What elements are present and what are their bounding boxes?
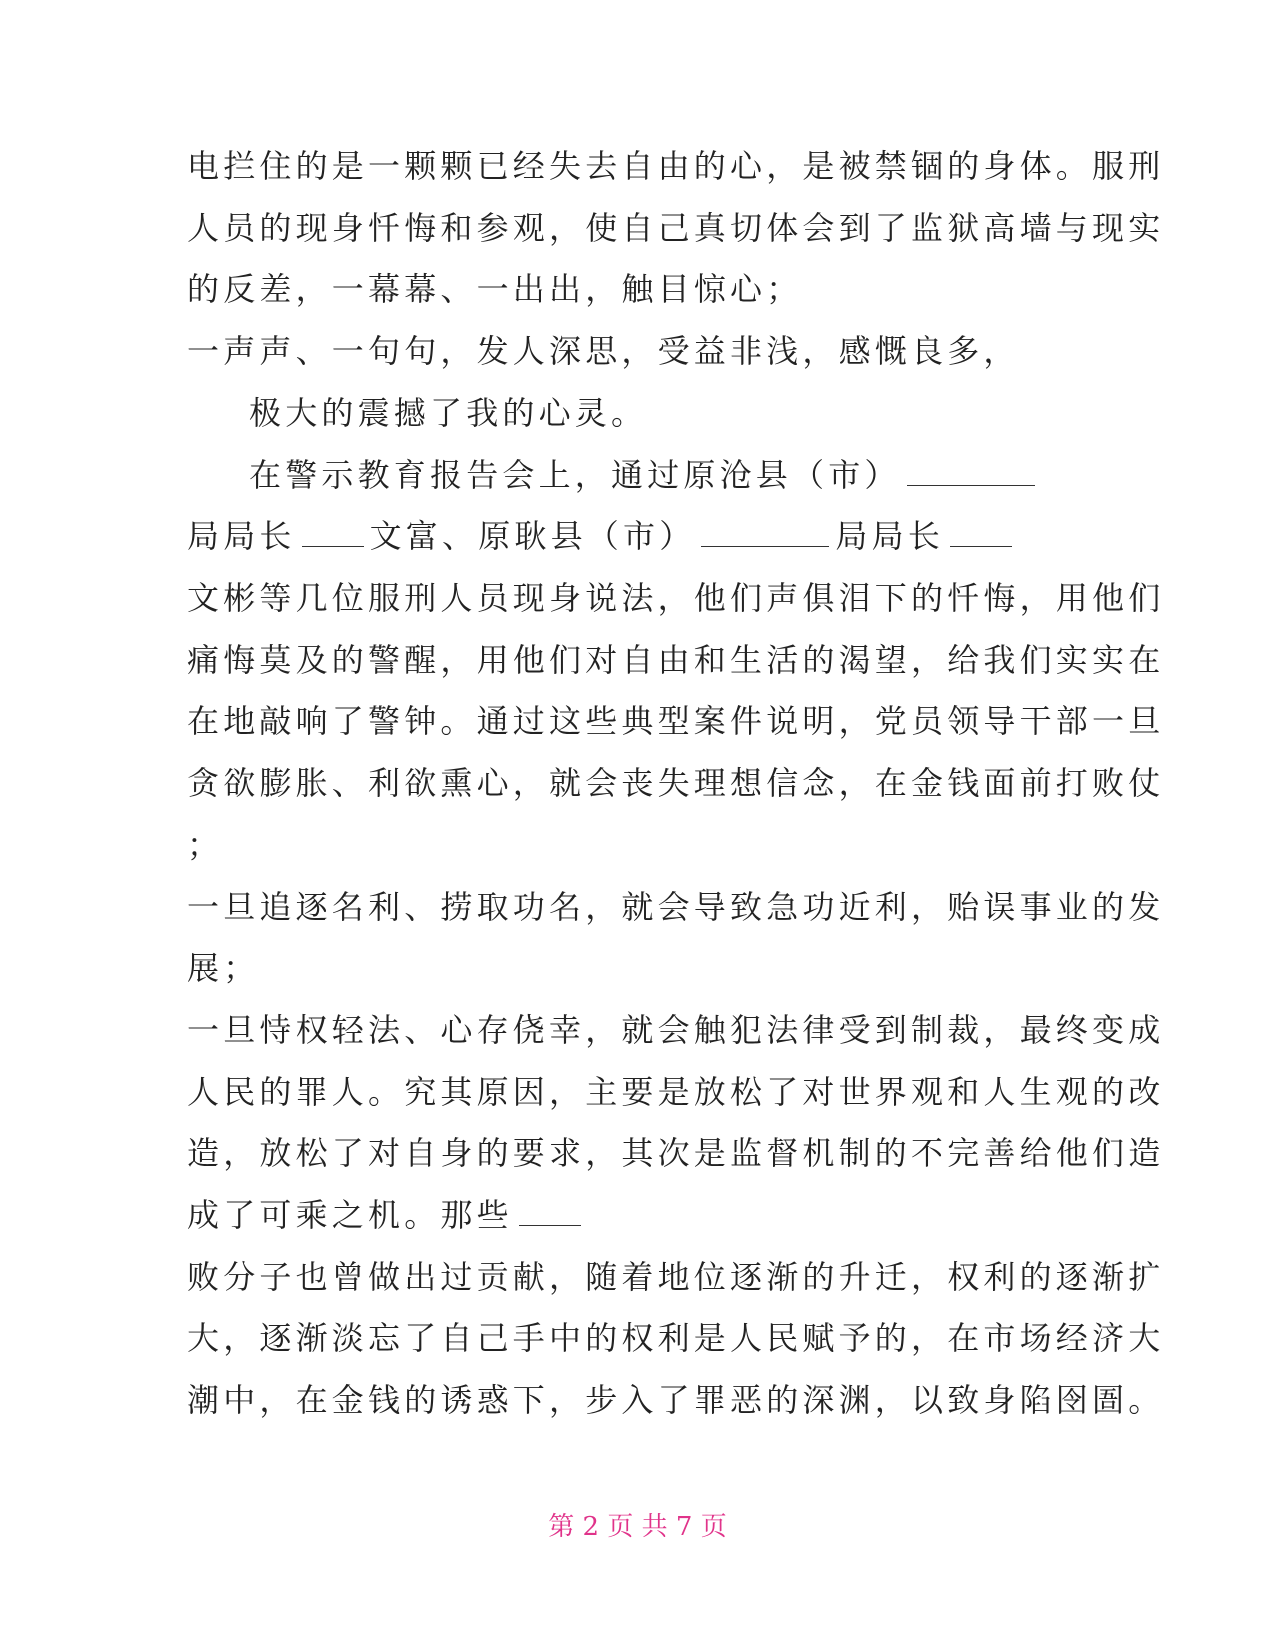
- text-segment: 成了可乘之机。那些: [187, 1196, 513, 1234]
- text-line: 大，逐渐淡忘了自己手中的权利是人民赋予的，在市场经济大: [187, 1319, 1165, 1357]
- text-line: 一声声、一句句，发人深思，受益非浅，感慨良多，: [187, 332, 1020, 370]
- text-line: 痛悔莫及的警醒，用他们对自由和生活的渴望，给我们实实在: [187, 641, 1165, 679]
- text-line: 极大的震撼了我的心灵。: [249, 394, 648, 432]
- text-line: 贪欲膨胀、利欲熏心，就会丧失理想信念，在金钱面前打败仗: [187, 764, 1165, 802]
- text-line: 败分子也曾做出过贡献，随着地位逐渐的升迁，权利的逐渐扩: [187, 1258, 1165, 1296]
- text-line: [187, 1195, 587, 1235]
- text-line: 电拦住的是一颗颗已经失去自由的心，是被禁锢的身体。服刑: [187, 147, 1165, 185]
- text-segment: 文富、原耿县（市）: [369, 517, 696, 555]
- text-line: 人员的现身忏悔和参观，使自己真切体会到了监狱高墙与现实: [187, 209, 1165, 247]
- blank-underline: [950, 520, 1012, 547]
- text-line: [187, 516, 1018, 556]
- text-line: ；: [187, 826, 224, 864]
- text-segment: 局局长: [835, 517, 945, 555]
- text-line: 在地敲响了警钟。通过这些典型案件说明，党员领导干部一旦: [187, 702, 1165, 740]
- text-line: 文彬等几位服刑人员现身说法，他们声俱泪下的忏悔，用他们: [187, 579, 1165, 617]
- text-line: 一旦恃权轻法、心存侥幸，就会触犯法律受到制裁，最终变成: [187, 1011, 1165, 1049]
- text-segment: 在警示教育报告会上，通过原沧县（市）: [249, 456, 901, 494]
- text-line: 的反差，一幕幕、一出出，触目惊心；: [187, 270, 803, 308]
- page-number-footer: 第 2 页 共 7 页: [548, 1512, 727, 1542]
- blank-underline: [302, 520, 364, 547]
- text-line: 一旦追逐名利、捞取功名，就会导致急功近利，贻误事业的发: [187, 888, 1165, 926]
- text-line: 潮中，在金钱的诱惑下，步入了罪恶的深渊，以致身陷囹圄。: [187, 1381, 1165, 1419]
- text-line: 展；: [187, 949, 260, 987]
- text-line: [249, 455, 1041, 495]
- blank-underline: [519, 1199, 581, 1226]
- text-segment: 局局长: [187, 517, 296, 555]
- blank-underline: [907, 459, 1035, 486]
- blank-underline: [701, 520, 829, 547]
- text-line: 造，放松了对自身的要求，其次是监督机制的不完善给他们造: [187, 1134, 1165, 1172]
- text-line: 人民的罪人。究其原因，主要是放松了对世界观和人生观的改: [187, 1073, 1165, 1111]
